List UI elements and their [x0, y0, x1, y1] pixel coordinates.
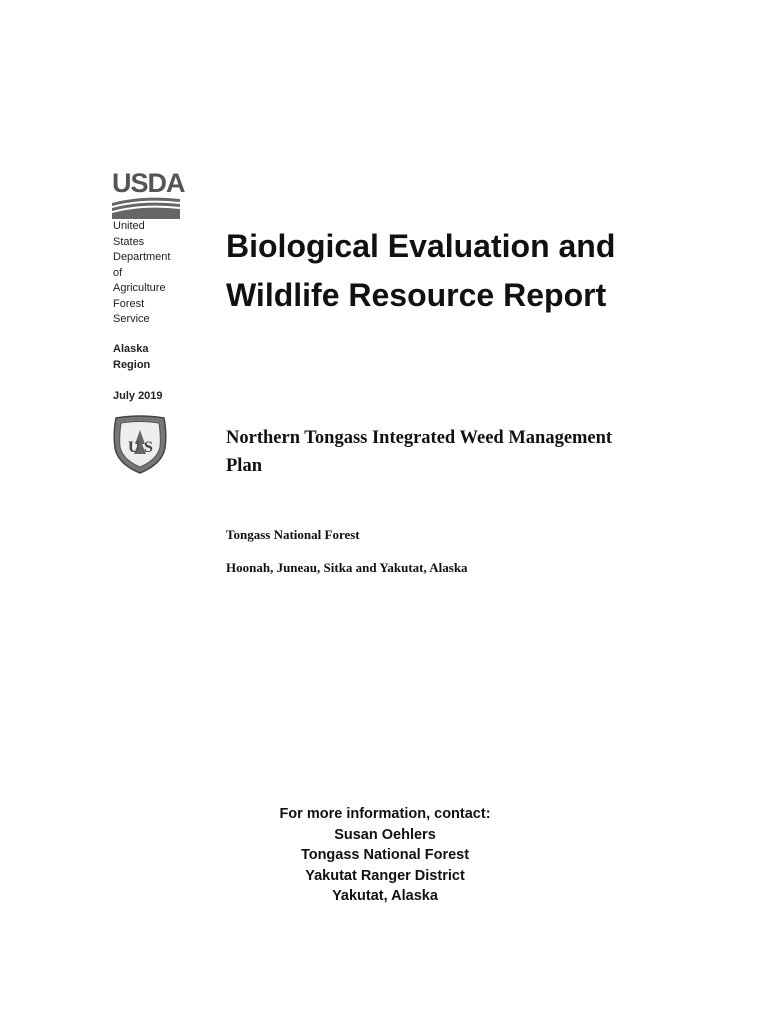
contact-heading: For more information, contact:	[279, 806, 491, 822]
usda-logo	[112, 168, 185, 220]
agency-name	[113, 219, 203, 328]
usda-logo-text: USDA	[112, 168, 185, 198]
agency-line: Agriculture	[113, 282, 166, 294]
region-label	[113, 342, 150, 373]
contact-forest: Tongass National Forest	[300, 847, 470, 863]
agency-line: Service	[113, 313, 150, 325]
report-date: July 2019	[113, 390, 163, 402]
subtitle-line: Plan	[226, 456, 262, 476]
subtitle-line: Northern Tongass Integrated Weed Management	[226, 428, 613, 448]
contact-location: Yakutat, Alaska	[332, 888, 438, 904]
title-line: Wildlife Resource Report	[226, 277, 607, 313]
region-line: Alaska	[113, 343, 149, 355]
locations: Hoonah, Juneau, Sitka and Yakutat, Alaska	[226, 560, 468, 575]
project-title	[226, 424, 696, 480]
contact-district: Yakutat Ranger District	[305, 867, 465, 884]
forest-name: Tongass National Forest	[226, 527, 360, 542]
contact-block	[230, 804, 540, 907]
contact-name: Susan Oehlers	[334, 826, 436, 843]
agency-line: of	[113, 266, 123, 279]
title-line: Biological Evaluation and	[226, 228, 616, 264]
agency-line: States	[113, 235, 145, 248]
svg-text:S: S	[144, 439, 153, 456]
agency-line: Department	[113, 251, 171, 263]
svg-text:U: U	[128, 439, 140, 456]
usda-logo-fields-icon	[112, 195, 182, 219]
forest-service-shield-icon	[112, 414, 168, 474]
agency-line: United	[113, 220, 145, 232]
region-line: Region	[113, 358, 151, 371]
report-title	[226, 222, 746, 320]
agency-line: Forest	[113, 297, 145, 310]
